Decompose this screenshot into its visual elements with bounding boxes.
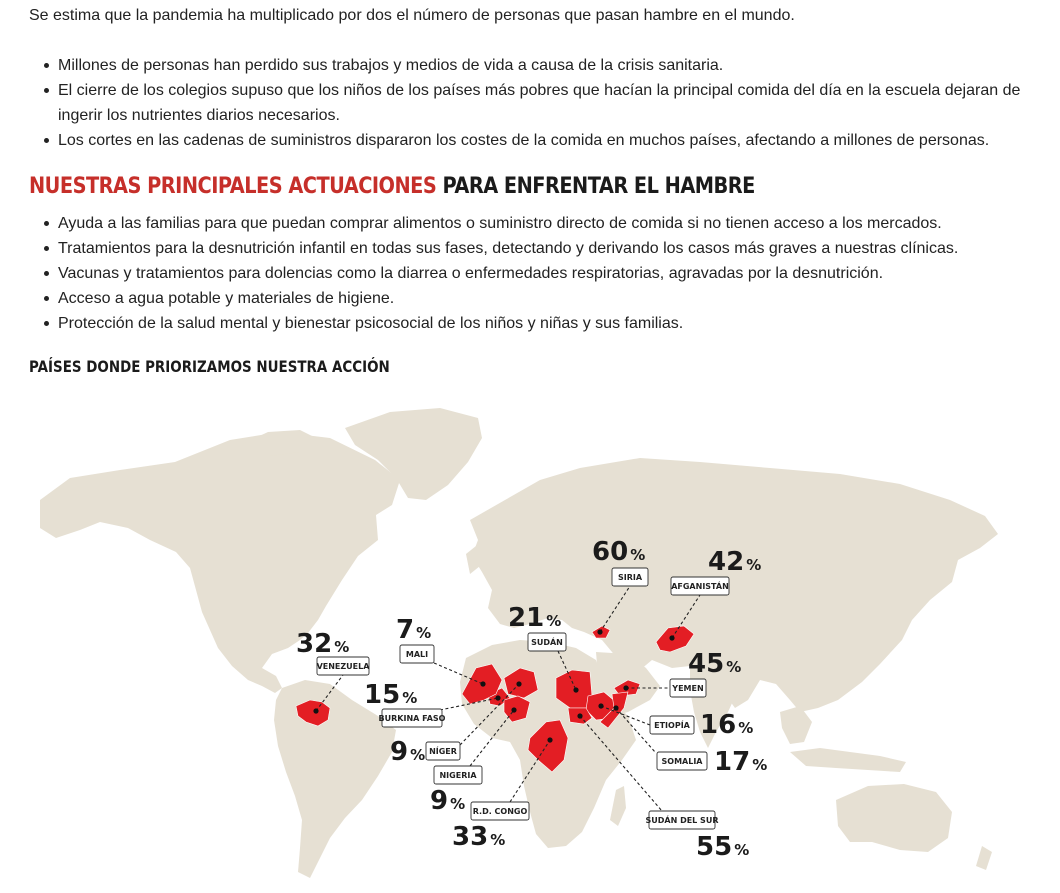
- country-name-rdcongo: R.D. CONGO: [472, 807, 528, 816]
- percent-sign-burkina: %: [402, 689, 418, 707]
- percent-sign-somalia: %: [752, 756, 768, 774]
- country-name-yemen: YEMEN: [672, 684, 704, 693]
- percent-sign-sudansur: %: [734, 841, 750, 859]
- percent-sign-mali: %: [416, 624, 432, 642]
- percent-sign-etiopia: %: [738, 719, 754, 737]
- percent-value-yemen: 45 %: [688, 649, 742, 679]
- percent-sign-rdcongo: %: [490, 831, 506, 849]
- percent-value-mali: 7 %: [396, 615, 432, 645]
- marker-dot-etiopia: [598, 703, 603, 708]
- percent-sign-siria: %: [630, 546, 646, 564]
- marker-dot-burkina: [495, 695, 500, 700]
- country-name-sudansur: SUDÁN DEL SUR: [645, 816, 719, 825]
- marker-dot-rdcongo: [547, 737, 552, 742]
- percent-value-siria: 60 %: [592, 537, 646, 567]
- land-southeast-asia: [780, 706, 812, 744]
- percent-sign-nigeria: %: [450, 795, 466, 813]
- marker-dot-afganistan: [669, 635, 674, 640]
- land-indonesia: [790, 748, 906, 772]
- land-new-zealand: [976, 846, 992, 870]
- marker-dot-yemen: [623, 685, 628, 690]
- country-name-venezuela: VENEZUELA: [316, 662, 370, 671]
- marker-dot-somalia: [613, 705, 618, 710]
- percent-value-sudansur: 55 %: [696, 832, 750, 862]
- marker-dot-sudansur: [577, 713, 582, 718]
- percent-sign-afganistan: %: [746, 556, 762, 574]
- country-name-afganistan: AFGANISTÁN: [671, 582, 729, 591]
- list-item: El cierre de los colegios supuso que los niños de los países más pobres que hacían la principal comida del día en la escuela dejaran de ingerir los nutrientes diarios necesarios.: [29, 78, 1039, 128]
- percent-value-burkina: 15 %: [364, 680, 418, 710]
- land-australia: [836, 784, 952, 852]
- marker-dot-nigeria: [511, 707, 516, 712]
- list-item: Los cortes en las cadenas de suministros dispararon los costes de la comida en muchos países, afectando a millones de personas.: [29, 128, 1039, 153]
- heading-rest: PARA ENFRENTAR EL HAMBRE: [436, 174, 755, 199]
- country-name-somalia: SOMALIA: [661, 757, 703, 766]
- map-title: PAÍSES DONDE PRIORIZAMOS NUESTRA ACCIÓN: [29, 357, 390, 376]
- percent-value-afganistan: 42 %: [708, 547, 762, 577]
- marker-dot-niger: [516, 681, 521, 686]
- land-madagascar: [610, 786, 626, 826]
- percent-value-venezuela: 32 %: [296, 629, 350, 659]
- list-item: Acceso a agua potable y materiales de higiene.: [29, 286, 1039, 311]
- marker-dot-siria: [597, 629, 602, 634]
- marker-dot-venezuela: [313, 708, 318, 713]
- percent-sign-sudan: %: [546, 612, 562, 630]
- list-item: Vacunas y tratamientos para dolencias como la diarrea o enfermedades respiratorias, agravadas por la desnutrición.: [29, 261, 1039, 286]
- country-name-niger: NÍGER: [429, 747, 457, 756]
- percent-value-etiopia: 16 %: [700, 710, 754, 740]
- list-item: Tratamientos para la desnutrición infantil en todas sus fases, detectando y derivando los casos más graves a nuestras clínicas.: [29, 236, 1039, 261]
- list-item: Protección de la salud mental y bienestar psicosocial de los niños y niñas y sus familias.: [29, 311, 1039, 336]
- list-item: Millones de personas han perdido sus trabajos y medios de vida a causa de la crisis sanitaria.: [29, 53, 1039, 78]
- percent-value-somalia: 17 %: [714, 747, 768, 777]
- country-name-burkina: BURKINA FASO: [378, 714, 446, 723]
- marker-dot-sudan: [573, 687, 578, 692]
- percent-value-rdcongo: 33 %: [452, 822, 506, 852]
- percent-sign-yemen: %: [726, 658, 742, 676]
- percent-value-nigeria: 9 %: [430, 786, 466, 816]
- heading-accent: NUESTRAS PRINCIPALES ACTUACIONES: [29, 174, 437, 199]
- country-name-siria: SIRIA: [617, 573, 643, 582]
- percent-value-sudan: 21 %: [508, 603, 562, 633]
- country-name-mali: MALI: [405, 650, 429, 659]
- percent-sign-venezuela: %: [334, 638, 350, 656]
- country-name-etiopia: ETIOPÍA: [654, 721, 690, 730]
- country-name-nigeria: NIGERIA: [439, 771, 477, 780]
- percent-sign-niger: %: [410, 746, 426, 764]
- list-item: Ayuda a las familias para que puedan comprar alimentos o suministro directo de comida si no tienen acceso a los mercados.: [29, 211, 1039, 236]
- intro-text: Se estima que la pandemia ha multiplicado por dos el número de personas que pasan hambre en el mundo.: [29, 7, 795, 24]
- country-name-sudan: SUDÁN: [531, 638, 563, 647]
- percent-value-niger: 9 %: [390, 737, 426, 767]
- marker-dot-mali: [480, 681, 485, 686]
